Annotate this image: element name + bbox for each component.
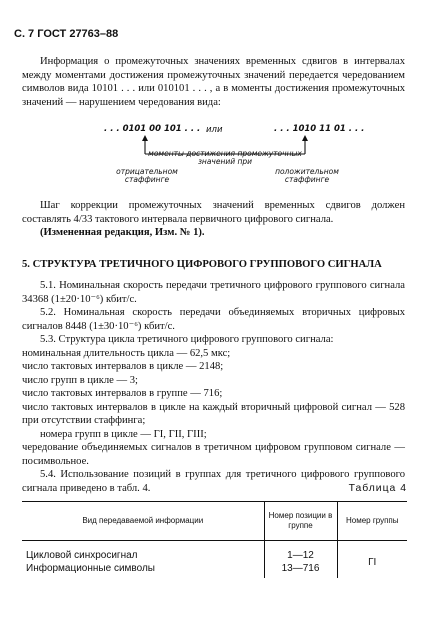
page-header: С. 7 ГОСТ 27763–88 <box>14 28 119 40</box>
amendment-note: (Измененная редакция, Изм. № 1). <box>40 227 205 238</box>
sequence-or: или <box>206 125 223 135</box>
column-header-group: Номер группы <box>337 502 407 541</box>
right-arrow-head <box>302 135 308 141</box>
table-cell-group: ГI <box>337 541 407 579</box>
list-item: число групп в цикле — 3; <box>22 374 138 386</box>
list-item: номера групп в цикле — ГI, ГII, ГIII; <box>40 428 207 440</box>
paragraph-5-4: 5.4. Использование позиций в группах для третичного цифрового группового сигнала приведено в табл. 4. <box>22 469 405 494</box>
list-item: чередование объединяемых сигналов в третичном цифровом групповом сигнале — посимвольное. <box>22 442 405 467</box>
paragraph-5-2: 5.2. Номинальная скорость передачи объединяемых вторичных цифровых сигналов 8448 (1±30·10⁻⁶) кбит/с. <box>22 307 405 332</box>
data-table <box>22 501 407 578</box>
section-title: 5. СТРУКТУРА ТРЕТИЧНОГО ЦИФРОВОГО ГРУППОВОГО СИГНАЛА <box>22 259 382 270</box>
diagram-center-label: моменты достижения промежуточных значений при <box>148 149 302 166</box>
table-row <box>22 541 407 579</box>
table-header-row <box>22 502 407 541</box>
table-caption: Таблица 4 <box>348 483 407 494</box>
diagram-right-label: положительном стаффинге <box>275 167 339 184</box>
paragraph-5-1: 5.1. Номинальная скорость передачи третичного цифрового группового сигнала 34368 (1±20·10⁻⁶) кбит/с. <box>22 280 405 305</box>
section-body <box>22 279 405 495</box>
list-item: число тактовых интервалов в цикле — 2148; <box>22 361 224 372</box>
column-header-info: Вид передаваемой информации <box>22 502 264 541</box>
stuffing-diagram <box>22 124 405 192</box>
left-arrow-head <box>142 135 148 141</box>
paragraph-text: Шаг коррекции промежуточных значений временных сдвигов должен составлять 4/33 тактового интервала первичного цифрового сигнала. <box>22 200 405 225</box>
paragraph-5-3: 5.3. Структура цикла третичного цифрового группового сигнала: <box>40 334 334 345</box>
sequence-left: . . . 0101 00 101 . . . <box>104 124 201 134</box>
paragraph-intro <box>22 55 405 109</box>
table-cell-positions: 1—12 13—716 <box>264 541 337 579</box>
list-item: число тактовых интервалов в цикле на каждый вторичный цифровой сигнал — 528 при отсутствии стаффинга; <box>22 401 405 426</box>
table-cell-info: Цикловой синхросигнал Информационные символы <box>26 550 155 574</box>
column-header-position: Номер позиции в группе <box>264 502 337 541</box>
paragraph-step <box>22 199 405 240</box>
diagram-left-label: отрицательном стаффинге <box>116 167 178 184</box>
list-item: число тактовых интервалов в группе — 716; <box>22 388 223 399</box>
sequence-right: . . . 1010 11 01 . . . <box>274 124 365 134</box>
list-item: номинальная длительность цикла — 62,5 мкс; <box>22 347 231 359</box>
paragraph-text: Информация о промежуточных значениях временных сдвигов в интервалах между моментами достижения промежуточных значений передается чередованием символов вида 10101 . . . или 010101 . . . , а в моменты достижения промежуточных значений — нарушением чередования вида: <box>22 56 405 108</box>
